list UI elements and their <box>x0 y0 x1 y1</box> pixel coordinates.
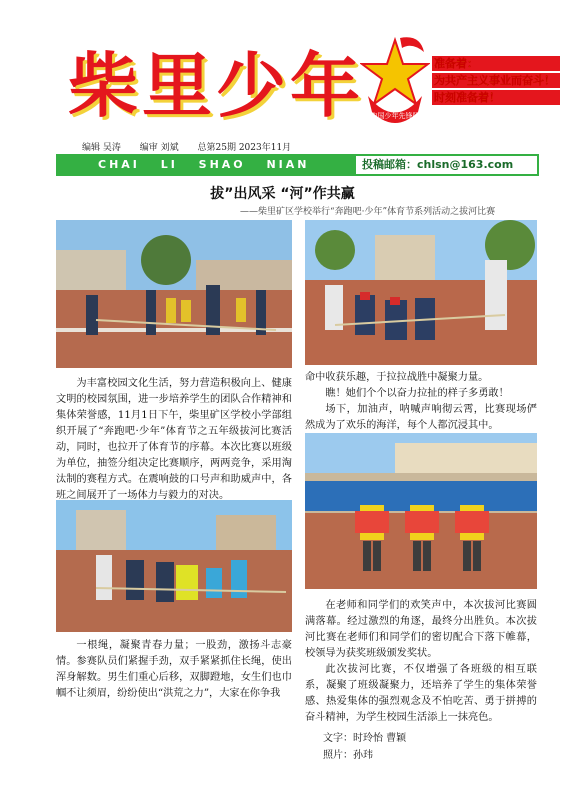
article-paragraph: 为丰富校园文化生活，努力营造积极向上、健康文明的校园氛围，进一步培养学生的团队合作精神和集体荣誉感，11月1日下午，柴里矿区学校小学部组织开展了“奔跑吧·少年”体育节之五年级拔河比赛活动，同时，也拉开了体育节的序幕。本次比赛以班级为单位，抽签分组决定比赛顺序，两两竞争，采用淘汰制的赛程方式。在震响鼓的口号声和助威声中，各班之间展开了一场体力与毅力的对决。 <box>56 378 292 501</box>
article-credits <box>323 730 406 764</box>
issue-info <box>82 140 307 153</box>
email-address[interactable]: chlsn@163.com <box>417 158 514 171</box>
article-paragraph: 瞧！她们个个以奋力拉扯的样子多勇敢！ <box>325 388 509 399</box>
slogan-line-3: 时刻准备着！ <box>432 90 560 105</box>
reviewer-credit: 编审 刘斌 <box>139 143 179 153</box>
article-subheadline: ——柴里矿区学校举行“奔跑吧·少年”体育节系列活动之拔河比赛 <box>240 207 496 217</box>
article-headline: 拔”出风采 “河”作共赢 <box>210 186 355 202</box>
article-column-1-bottom <box>56 638 292 702</box>
article-paragraph: 在老师和同学们的欢笑声中，本次拔河比赛圆满落幕。经过激烈的角逐，最终分出胜负。本次拔河比赛在老师们和同学们的密切配合下落下帷幕，校领导为获奖班级颁发奖状。 <box>305 600 537 659</box>
newspaper-title: 柴里少年 <box>68 45 364 127</box>
slogan-line-1: 准备着： <box>432 56 560 71</box>
masthead-band <box>56 154 539 176</box>
photo-credit: 照片：孙玮 <box>323 750 373 761</box>
tug-of-war-photo-3 <box>56 500 292 632</box>
slogan-line-2: 为共产主义事业而奋斗！ <box>432 73 560 88</box>
tug-of-war-photo-1 <box>56 220 292 368</box>
article-paragraph: 命中收获乐趣，于拉拉战胜中凝聚力量。 <box>305 372 489 383</box>
pinyin-title: CHAI LI SHAO NIAN <box>98 158 310 171</box>
text-credit: 文字：时玲怡 曹颖 <box>323 733 407 744</box>
tug-of-war-photo-2 <box>305 220 537 365</box>
article-column-2-bottom <box>305 598 537 726</box>
article-column-1-top <box>56 376 292 504</box>
award-ceremony-photo <box>305 433 537 589</box>
pioneer-badge-icon <box>360 34 430 134</box>
badge-label: 中国少年先锋队 <box>370 112 420 120</box>
email-label: 投稿邮箱： <box>362 158 417 171</box>
issue-number: 总第25期 2023年11月 <box>197 143 292 153</box>
masthead <box>0 0 565 171</box>
article-column-2-top <box>305 370 537 434</box>
article-paragraph: 此次拔河比赛，不仅增强了各班级的相互联系，凝聚了班级凝聚力，还培养了学生的集体荣誉感、热爱集体的强烈观念及不怕吃苦、勇于拼搏的奋斗精神，为学生校园生活添上一抹亮色。 <box>305 664 537 723</box>
article-paragraph: 场下，加油声，呐喊声响彻云霄，比赛现场俨然成为了欢乐的海洋，每个人都沉浸其中。 <box>305 404 537 431</box>
pioneer-slogan <box>432 56 560 107</box>
submission-email <box>356 156 537 174</box>
article-paragraph: 一根绳，凝聚青春力量；一股劲，激扬斗志豪情。参赛队员们紧握手劲，双手紧紧抓住长绳，使出浑身解数。男生们重心后移，双脚蹬地，女生们也巾帼不让须眉，纷纷使出“洪荒之力”，大家在你争我 <box>56 640 292 699</box>
editor-credit: 编辑 吴涛 <box>82 143 121 153</box>
